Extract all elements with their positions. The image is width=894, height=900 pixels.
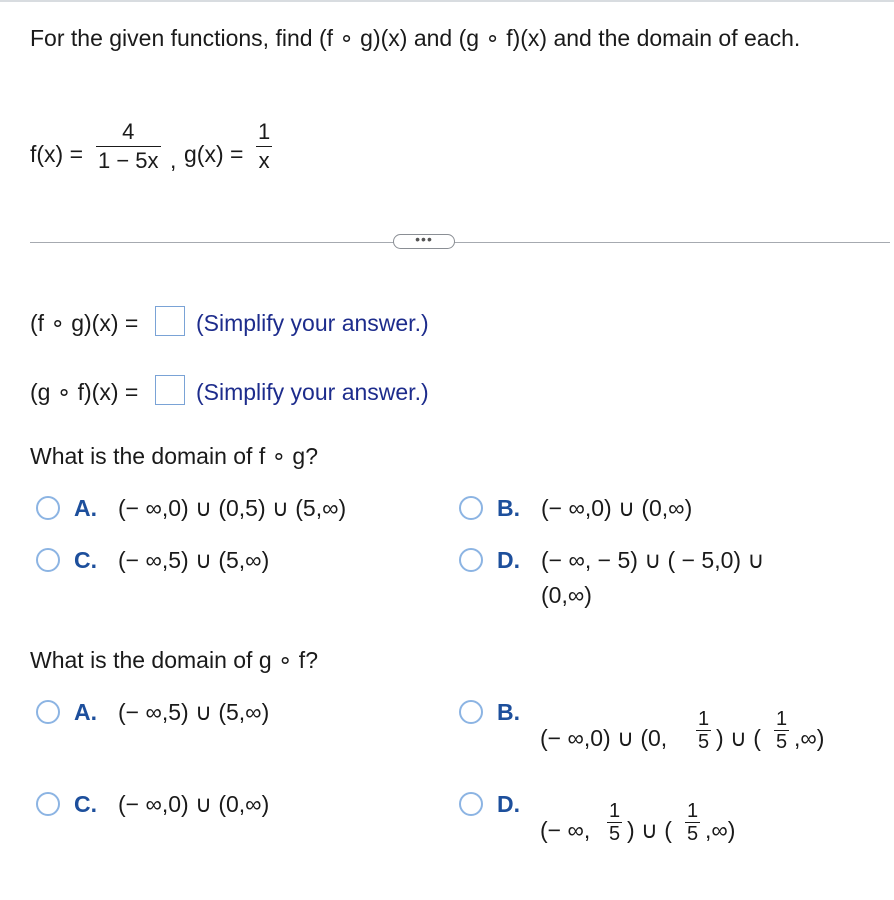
radio-button[interactable] xyxy=(459,792,483,816)
option-letter: A. xyxy=(74,699,97,725)
radio-button[interactable] xyxy=(459,496,483,520)
radio-button[interactable] xyxy=(36,496,60,520)
option-text-part2: ) ∪ ( xyxy=(716,725,761,751)
option-text-part3: ,∞) xyxy=(794,725,825,751)
fraction-one-fifth: 1 5 xyxy=(609,800,621,845)
fog-label: (f ∘ g)(x) = xyxy=(30,310,139,336)
function-separator: , xyxy=(170,147,177,173)
gof-label: (g ∘ f)(x) = xyxy=(30,379,139,405)
option-text: (− ∞,5) ∪ (5,∞) xyxy=(118,699,270,725)
fraction-bar xyxy=(96,146,161,147)
domain-fog-question: What is the domain of f ∘ g? xyxy=(30,443,318,469)
option-text-part1: (− ∞,0) ∪ (0, xyxy=(540,725,668,751)
radio-button[interactable] xyxy=(459,700,483,724)
ellipsis-icon: ••• xyxy=(415,231,433,247)
option-letter: D. xyxy=(497,547,520,573)
f-denominator: 1 − 5x xyxy=(98,148,159,173)
option-letter: A. xyxy=(74,495,97,521)
option-text: (− ∞,0) ∪ (0,∞) xyxy=(118,791,270,817)
radio-button[interactable] xyxy=(36,792,60,816)
option-text-part1: (− ∞, xyxy=(540,817,591,843)
fog-hint: (Simplify your answer.) xyxy=(196,310,429,336)
option-text: (− ∞,5) ∪ (5,∞) xyxy=(118,547,270,573)
question-prompt: For the given functions, find (f ∘ g)(x) and (g ∘ f)(x) and the domain of each. xyxy=(30,25,801,51)
domain-gof-question: What is the domain of g ∘ f? xyxy=(30,647,318,673)
radio-button[interactable] xyxy=(36,700,60,724)
fraction-one-fifth: 1 5 xyxy=(687,800,699,845)
g-numerator: 1 xyxy=(258,119,271,144)
gof-answer-input[interactable] xyxy=(155,375,185,405)
option-text: (− ∞,0) ∪ (0,∞) xyxy=(541,495,693,521)
fraction-one-fifth: 1 5 xyxy=(698,708,710,753)
g-fraction xyxy=(256,120,272,173)
fraction-one-fifth: 1 5 xyxy=(776,708,788,753)
f-fraction xyxy=(96,120,161,173)
option-letter: C. xyxy=(74,791,97,817)
option-letter: D. xyxy=(497,791,520,817)
f-label: f(x) = xyxy=(30,141,84,167)
gof-hint: (Simplify your answer.) xyxy=(196,379,429,405)
fog-answer-input[interactable] xyxy=(155,306,185,336)
option-letter: C. xyxy=(74,547,97,573)
g-label: g(x) = xyxy=(184,141,244,167)
f-numerator: 4 xyxy=(122,119,135,144)
radio-button[interactable] xyxy=(459,548,483,572)
radio-button[interactable] xyxy=(36,548,60,572)
more-options-button[interactable] xyxy=(393,231,455,249)
section-divider xyxy=(30,242,890,243)
g-denominator: x xyxy=(258,148,270,173)
top-border xyxy=(0,0,894,2)
option-text-part2: ) ∪ ( xyxy=(627,817,672,843)
option-letter: B. xyxy=(497,495,520,521)
option-text: (− ∞,0) ∪ (0,5) ∪ (5,∞) xyxy=(118,495,347,521)
option-text-part3: ,∞) xyxy=(705,817,736,843)
option-text-line1: (− ∞, − 5) ∪ ( − 5,0) ∪ xyxy=(541,547,765,573)
fraction-bar xyxy=(256,146,272,147)
option-letter: B. xyxy=(497,699,520,725)
option-text-line2: (0,∞) xyxy=(541,582,592,608)
